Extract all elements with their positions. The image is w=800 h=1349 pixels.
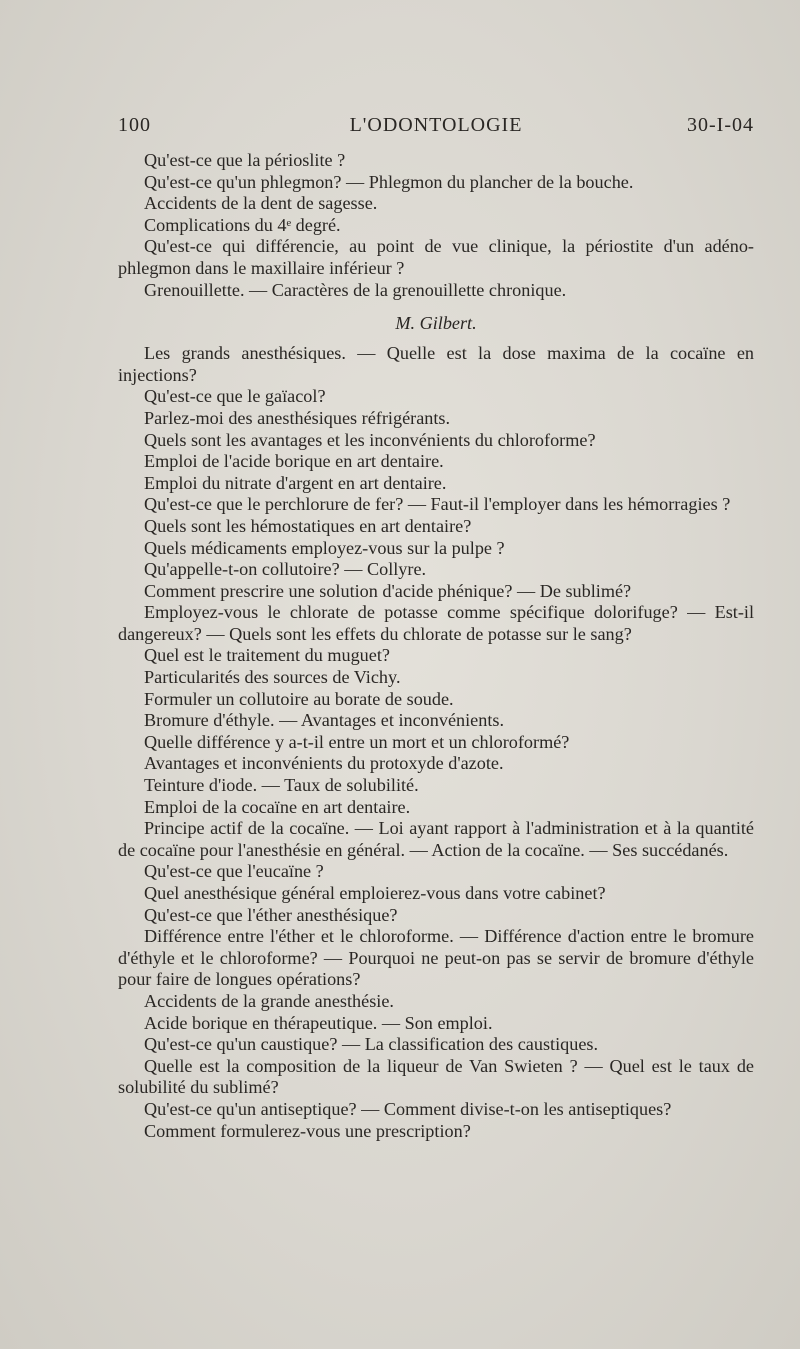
question-paragraph: Quel est le traitement du muguet? [144, 645, 390, 666]
question-paragraph: Qu'est-ce qu'un antiseptique? — Comment divise-t-on les antiseptiques? [144, 1098, 672, 1119]
question-paragraph: Qu'est-ce que le perchlorure de fer? — Faut-il l'employer dans les hémorragies ? [144, 494, 731, 515]
question-paragraph: Parlez-moi des anesthésiques réfrigérants. [144, 407, 451, 428]
question-paragraph: Quel anesthésique général emploierez-vous dans votre cabinet? [144, 883, 606, 903]
question-paragraph: Acide borique en thérapeutique. — Son emploi. [144, 1012, 493, 1033]
question-paragraph: Différence entre l'éther et le chloroforme. — Différence d'action entre le bromure d'éthyle et le chloroforme? — Pourquoi ne peut-on pas se servir de bromure d'éthyle pour faire de longues opérations? [118, 926, 754, 990]
question-paragraph: Complications du 4ᵉ degré. [144, 214, 341, 235]
journal-title: L'ODONTOLOGIE [349, 114, 523, 136]
question-paragraph: Qu'est-ce qui différencie, au point de vue clinique, la périostite d'un adéno-phlegmon dans le maxillaire inférieur ? [118, 236, 754, 278]
running-header [118, 112, 754, 138]
question-paragraph: Teinture d'iode. — Taux de solubilité. [144, 775, 419, 796]
question-paragraph: Les grands anesthésiques. — Quelle est la dose maxima de la cocaïne en injections? [118, 343, 754, 385]
question-paragraph: Avantages et inconvénients du protoxyde d'azote. [144, 753, 504, 774]
question-paragraph: Quels sont les avantages et les inconvénients du chloroforme? [144, 429, 596, 450]
question-paragraph: Grenouillette. — Caractères de la grenouillette chronique. [144, 279, 567, 300]
question-paragraph: Emploi du nitrate d'argent en art dentaire. [144, 472, 447, 493]
body-text [118, 150, 754, 1142]
question-paragraph: Particularités des sources de Vichy. [144, 667, 401, 688]
question-paragraph: Quels sont les hémostatiques en art dentaire? [144, 515, 472, 536]
question-paragraph: Qu'appelle-t-on collutoire? — Collyre. [144, 559, 427, 580]
question-paragraph: Comment prescrire une solution d'acide phénique? — De sublimé? [144, 580, 632, 601]
question-paragraph: Principe actif de la cocaïne. — Loi ayant rapport à l'administration et à la quantité de cocaïne pour l'anesthésie en général. — Action de la cocaïne. — Ses succédanés. [118, 818, 754, 860]
question-paragraph: Formuler un collutoire au borate de soude. [144, 688, 454, 709]
issue-date: 30-I-04 [687, 114, 754, 136]
page-number: 100 [118, 114, 151, 136]
question-paragraph: Qu'est-ce que l'eucaïne ? [144, 861, 324, 882]
question-paragraph: Qu'est-ce qu'un phlegmon? — Phlegmon du plancher de la bouche. [144, 171, 634, 192]
question-paragraph: Quels médicaments employez-vous sur la pulpe ? [144, 537, 505, 558]
question-paragraph: Qu'est-ce que le gaïacol? [144, 386, 326, 407]
question-paragraph: Emploi de la cocaïne en art dentaire. [144, 796, 411, 817]
examiner-heading: M. Gilbert. [395, 313, 477, 334]
question-paragraph: Quelle différence y a-t-il entre un mort et un chloroformé? [144, 731, 570, 752]
question-paragraph: Employez-vous le chlorate de potasse comme spécifique dolorifuge? — Est-il dangereux? — Quels sont les effets du chlorate de potasse sur le sang? [118, 602, 754, 644]
question-paragraph: Qu'est-ce qu'un caustique? — La classification des caustiques. [144, 1034, 599, 1055]
question-paragraph: Emploi de l'acide borique en art dentaire. [144, 451, 444, 472]
question-paragraph: Qu'est-ce que la périoslite ? [144, 150, 346, 170]
question-paragraph: Qu'est-ce que l'éther anesthésique? [144, 904, 398, 925]
question-paragraph: Accidents de la dent de sagesse. [144, 193, 378, 214]
question-paragraph: Quelle est la composition de la liqueur de Van Swieten ? — Quel est le taux de solubilité du sublimé? [118, 1055, 754, 1098]
question-paragraph: Comment formulerez-vous une prescription? [144, 1120, 471, 1141]
question-paragraph: Bromure d'éthyle. — Avantages et inconvénients. [144, 710, 505, 731]
question-paragraph: Accidents de la grande anesthésie. [144, 990, 394, 1011]
